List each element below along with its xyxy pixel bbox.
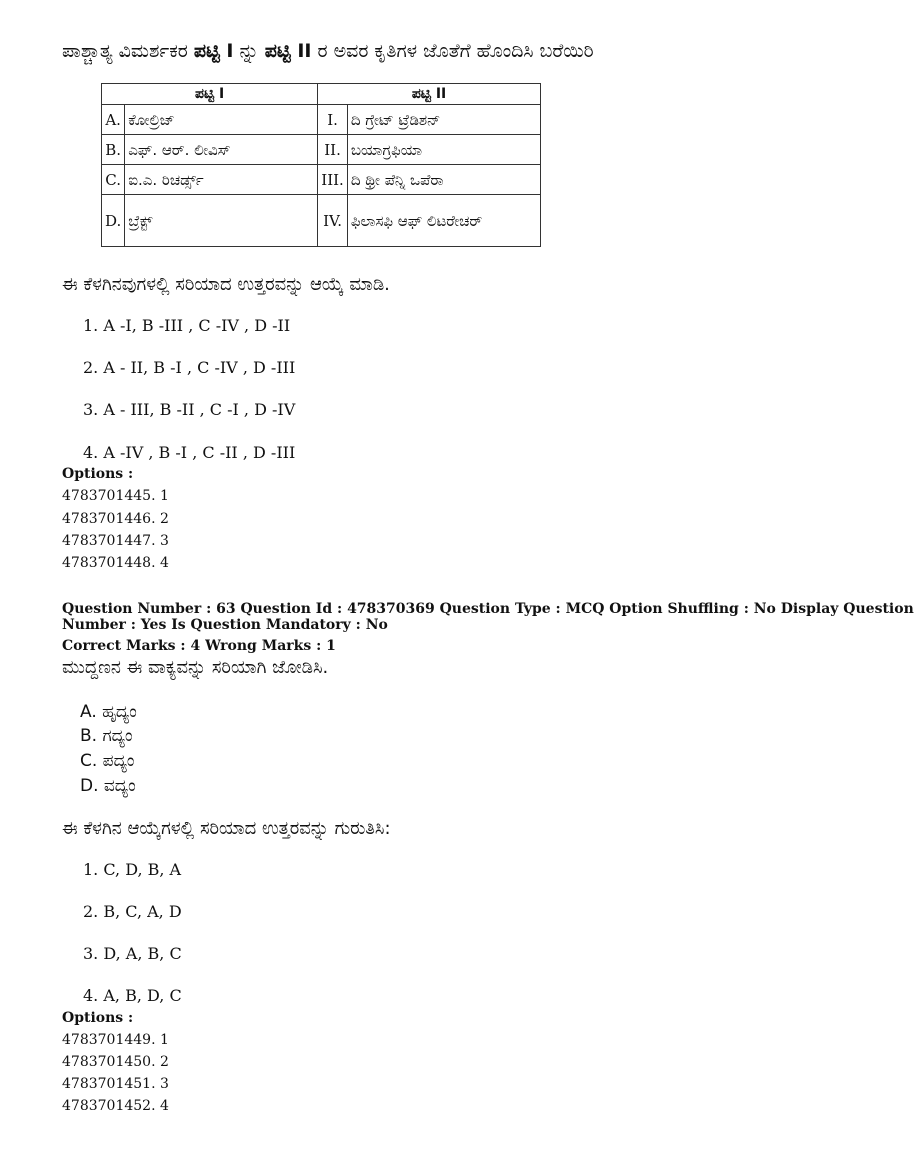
q63-item-b: B. ಗದ್ಯಂ	[80, 726, 133, 746]
q62-choice-2: 2. A - II, B -I , C -IV , D -III	[83, 358, 296, 377]
table-header-list1: ಪಟ್ಟಿ I	[102, 84, 318, 105]
q63-choice-1: 1. C, D, B, A	[83, 860, 182, 879]
table-row	[102, 135, 541, 165]
q62-choice-1: 1. A -I, B -III , C -IV , D -II	[83, 316, 291, 335]
q62-option-id-4: 4783701448. 4	[62, 555, 169, 571]
q63-meta-line-2: Number : Yes Is Question Mandatory : No	[62, 617, 388, 633]
q62-options-label: Options :	[62, 466, 134, 482]
table-row	[102, 105, 541, 135]
q63-item-a: A. ಹೃದ್ಯಂ	[80, 702, 137, 722]
row-value-b: ಎಫ್. ಆರ್. ಲೀವಿಸ್	[125, 135, 318, 165]
q63-item-c: C. ಪದ್ಯಂ	[80, 751, 135, 771]
row-key-iv: IV.	[318, 195, 348, 247]
row-value-i: ದಿ ಗ್ರೇಟ್ ಟ್ರೆಡಿಶನ್	[347, 105, 540, 135]
q63-choice-2: 2. B, C, A, D	[83, 902, 182, 921]
q63-option-id-4: 4783701452. 4	[62, 1098, 169, 1114]
q63-item-d: D. ವದ್ಯಂ	[80, 776, 136, 796]
q62-option-id-3: 4783701447. 3	[62, 533, 169, 549]
table-header-list2: ಪಟ್ಟಿ II	[318, 84, 541, 105]
heading-text-post: ರ ಅವರ ಕೃತಿಗಳ ಜೊತೆಗೆ ಹೊಂದಿಸಿ ಬರೆಯಿರಿ	[311, 40, 594, 62]
heading-text-pre: ಪಾಶ್ಚಾತ್ಯ ವಿಮರ್ಶಕರ	[62, 40, 194, 62]
q62-choice-4: 4. A -IV , B -I , C -II , D -III	[83, 443, 296, 462]
row-key-d: D.	[102, 195, 125, 247]
q62-option-id-2: 4783701446. 2	[62, 511, 169, 527]
q63-option-id-2: 4783701450. 2	[62, 1054, 169, 1070]
row-key-c: C.	[102, 165, 125, 195]
q63-option-id-3: 4783701451. 3	[62, 1076, 169, 1092]
row-value-iv: ಫಿಲಾಸಫಿ ಆಫ್ ಲಿಟರೇಚರ್	[347, 195, 540, 247]
q63-choice-4: 4. A, B, D, C	[83, 986, 182, 1005]
q63-option-id-1: 4783701449. 1	[62, 1032, 169, 1048]
table-row	[102, 195, 541, 247]
row-key-b: B.	[102, 135, 125, 165]
table-row	[102, 165, 541, 195]
heading-text-mid: ನ್ನು	[233, 40, 265, 62]
row-key-a: A.	[102, 105, 125, 135]
row-value-c: ಐ.ಎ. ರಿಚರ್ಡ್ಸ್	[125, 165, 318, 195]
row-value-d: ಬ್ರೆಕ್ಟ್	[125, 195, 318, 247]
q62-choice-3: 3. A - III, B -II , C -I , D -IV	[83, 400, 296, 419]
heading-list1: ಪಟ್ಟಿ I	[193, 40, 234, 62]
table-header-row	[102, 84, 541, 105]
row-key-i: I.	[318, 105, 348, 135]
question-63-prompt: ಮುದ್ದಣನ ಈ ವಾಕ್ಯವನ್ನು ಸರಿಯಾಗಿ ಜೋಡಿಸಿ.	[62, 657, 329, 678]
heading-list2: ಪಟ್ಟಿ II	[264, 40, 312, 62]
q63-meta-line-3: Correct Marks : 4 Wrong Marks : 1	[62, 638, 336, 654]
row-value-iii: ದಿ ಥ್ರೀ ಪೆನ್ನಿ ಒಪೆರಾ	[347, 165, 540, 195]
q63-options-label: Options :	[62, 1010, 134, 1026]
q63-choice-3: 3. D, A, B, C	[83, 944, 182, 963]
q62-option-id-1: 4783701445. 1	[62, 488, 169, 504]
match-table	[101, 83, 541, 247]
question-62-heading	[62, 40, 594, 62]
q63-meta-line-1: Question Number : 63 Question Id : 478370369 Question Type : MCQ Option Shuffling : No Display Question	[62, 601, 914, 617]
row-value-a: ಕೋಲ್ರಿಜ್	[125, 105, 318, 135]
question-62-instruction: ಈ ಕೆಳಗಿನವುಗಳಲ್ಲಿ ಸರಿಯಾದ ಉತ್ತರವನ್ನು ಆಯ್ಕೆ ಮಾಡಿ.	[62, 274, 390, 295]
row-value-ii: ಬಯಾಗ್ರಫಿಯಾ	[347, 135, 540, 165]
row-key-iii: III.	[318, 165, 348, 195]
row-key-ii: II.	[318, 135, 348, 165]
question-63-instruction: ಈ ಕೆಳಗಿನ ಆಯ್ಕೆಗಳಲ್ಲಿ ಸರಿಯಾದ ಉತ್ತರವನ್ನು ಗುರುತಿಸಿ:	[62, 818, 391, 839]
